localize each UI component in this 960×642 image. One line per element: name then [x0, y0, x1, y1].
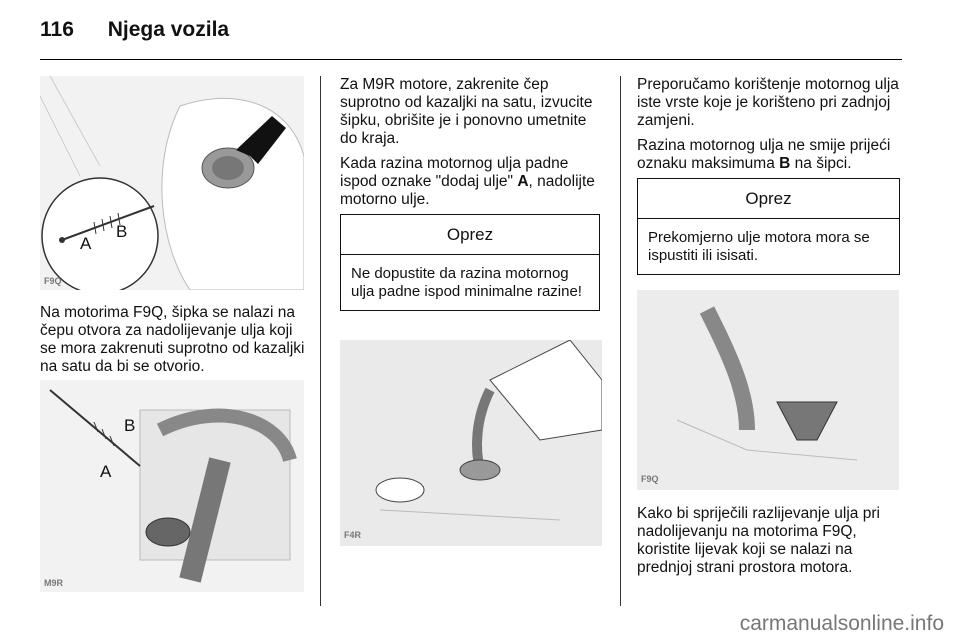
figure-oil-pouring-f4r [340, 340, 602, 546]
marker-b: B [124, 416, 136, 435]
engine-illustration-m9r [40, 380, 304, 592]
column-3-bottom-text [637, 505, 905, 584]
marker-a: A [80, 234, 92, 253]
header-rule [40, 59, 902, 60]
caution-text: Ne dopustite da razina motornog ulja padne ispod minimalne razine! [351, 265, 582, 300]
text-pre: Kada razina motornog ulja padne ispod oznake "dodaj ulje" [340, 155, 569, 190]
figure-label: F4R [344, 530, 362, 540]
caution-box-min-level [340, 214, 600, 311]
engine-illustration-f9q [40, 76, 304, 290]
page-title: Njega vozila [107, 18, 230, 41]
caution-box-excess-oil [637, 178, 900, 275]
column-3-text [637, 76, 905, 180]
watermark: carmanualsonline.info [739, 612, 944, 635]
paragraph-m9r-instructions: Za M9R motore, zakrenite čep suprotno od kazaljki na satu, izvucite šipku, obrišite je i ponovno umetnite do kraja. [340, 76, 593, 147]
mark-b: B [779, 155, 791, 172]
caution-title: Oprez [341, 215, 599, 255]
mark-a: A [517, 173, 529, 190]
engine-illustration-funnel [637, 290, 899, 490]
figure-label: F9Q [44, 276, 62, 286]
marker-a: A [100, 462, 112, 481]
text-post: na šipci. [790, 155, 852, 172]
caution-title: Oprez [638, 179, 899, 219]
marker-b: B [116, 222, 128, 241]
text-pre: Razina motornog ulja ne smije prijeći oznaku maksimuma [637, 137, 891, 172]
figure-label: M9R [44, 578, 64, 588]
column-divider-2 [620, 76, 621, 606]
paragraph-add-oil [340, 155, 606, 209]
column-1-text [40, 304, 308, 383]
figure-dipstick-f9q [40, 76, 304, 290]
caution-text: Prekomjerno ulje motora mora se ispustiti ili isisati. [648, 229, 870, 264]
page-number: 116 [40, 18, 74, 41]
page-header [40, 18, 229, 42]
text-post: , nadolijte motorno ulje. [340, 173, 595, 208]
figure-label: F9Q [641, 474, 659, 484]
column-2-text [340, 76, 606, 216]
column-divider-1 [320, 76, 321, 606]
paragraph-funnel: Kako bi spriječili razlijevanje ulja pri nadolijevanju na motorima F9Q, koristite lijevak koji se nalazi na prednjoj strani prostora motora. [637, 505, 880, 576]
paragraph-f9q-dipstick: Na motorima F9Q, šipka se nalazi na čepu otvora za nadolijevanje ulja koji se mora zakrenuti suprotno od kazaljki na satu da bi se otvorio. [40, 304, 305, 375]
figure-dipstick-m9r [40, 380, 304, 592]
paragraph-max-level [637, 137, 905, 173]
figure-funnel-f9q [637, 290, 899, 490]
paragraph-oil-type: Preporučamo korištenje motornog ulja iste vrste koje je korišteno pri zadnjoj zamjeni. [637, 76, 899, 129]
engine-illustration-f4r [340, 340, 602, 546]
